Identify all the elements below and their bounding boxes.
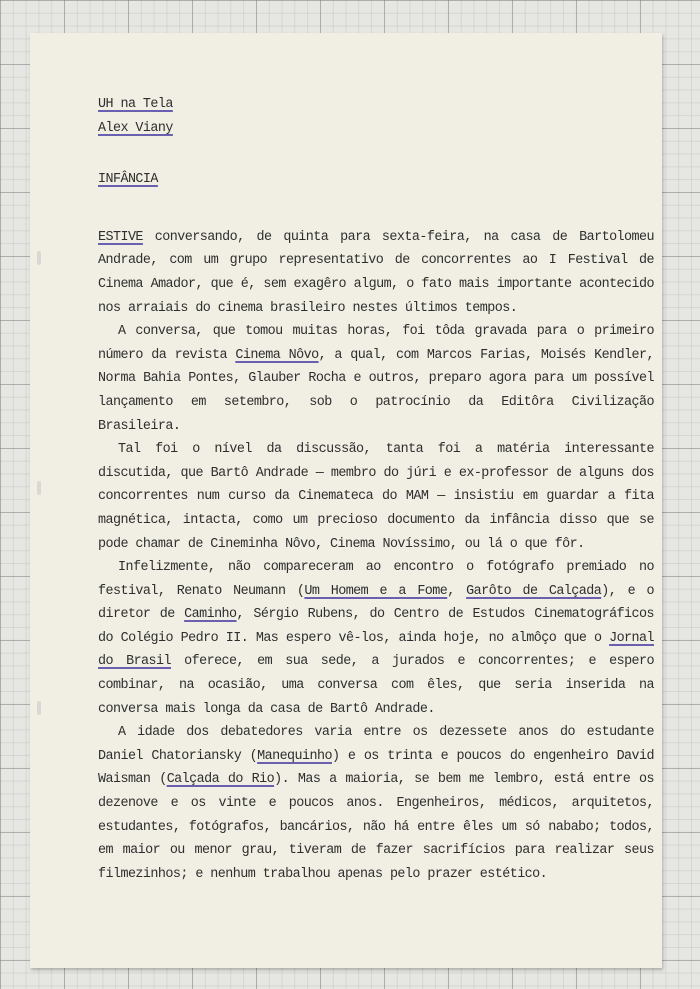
typewritten-page <box>30 33 662 968</box>
film-title: Um Homem e a Fome <box>304 583 448 599</box>
paragraph-2: A conversa, que tomou muitas horas, foi tôda gravada para o primeiro número da revista Cinema Nôvo, a qual, com Marcos Farias, Moisés Kendler, Norma Bahia Pontes, Glauber Rocha e outros, preparo agora para um possível lançamento em setembro, sob o patrocínio da Editôra Civilização Brasileira. <box>98 324 654 434</box>
film-title: Garôto de Calçada <box>466 583 602 599</box>
paragraph-5: A idade dos debatedores varia entre os dezessete anos do estudante Daniel Chatoriansky (Manequinho) e os trinta e poucos do engenheiro David Waisman (Calçada do Rio). Mas a maioria, se bem me lembro, está entre os dezenove e os vinte e poucos anos. Engenheiros, médicos, arquitetos, estudantes, fotógrafos, bancários, não há entre êles um só nababo; todos, em maior ou menor grau, tiveram de fazer sacrifícios para realizar seus filmezinhos; e nenhum trabalhou apenas pelo prazer estético. <box>98 725 654 882</box>
paragraph-1: ESTIVE conversando, de quinta para sexta-feira, na casa de Bartolomeu Andrade, com um grupo representativo de concorrentes ao I Festival de Cinema Amador, que é, sem exagêro algum, o fato mais importante acontecido nos arraiais do cinema brasileiro nestes últimos tempos. <box>98 229 654 316</box>
punch-hole <box>37 701 41 715</box>
paragraph-4: Infelizmente, não compareceram ao encontro o fotógrafo premiado no festival, Renato Neumann (Um Homem e a Fome, Garôto de Calçada), e o diretor de Caminho, Sérgio Rubens, do Centro de Estudos Cinematográficos do Colégio Pedro II. Mas espero vê-los, ainda hoje, no almôço que o Jornal do Brasil oferece, em sua sede, a jurados e concorrentes; e espero combinar, na ocasião, uma conversa com êles, que seria inserida na conversa mais longa da casa de Bartô Andrade. <box>98 560 655 717</box>
punch-hole <box>37 251 41 265</box>
author-name: Alex Viany <box>98 120 173 136</box>
film-title: Calçada do Rio <box>166 772 275 788</box>
paragraph-3: Tal foi o nível da discussão, tanta foi a matéria interessante discutida, que Bartô Andrade — membro do júri e ex-professor de alguns dos concorrentes num curso da Cinemateca do MAM — insistiu em guardar a fita magnética, intacta, como um precioso documento da infância disso que se pode chamar de Cineminha Nôvo, Cinema Novíssimo, ou lá o que fôr. <box>98 442 654 552</box>
newspaper-title: Jornal do Brasil <box>98 630 654 670</box>
punch-hole <box>37 481 41 495</box>
film-title: Caminho <box>184 607 237 623</box>
magazine-title: Cinema Nôvo <box>235 347 319 363</box>
lead-word: ESTIVE <box>98 229 143 245</box>
section-title: INFÂNCIA <box>98 172 158 188</box>
column-title: UH na Tela <box>98 97 173 112</box>
document-text <box>98 93 654 886</box>
film-title: Manequinho <box>257 748 332 764</box>
